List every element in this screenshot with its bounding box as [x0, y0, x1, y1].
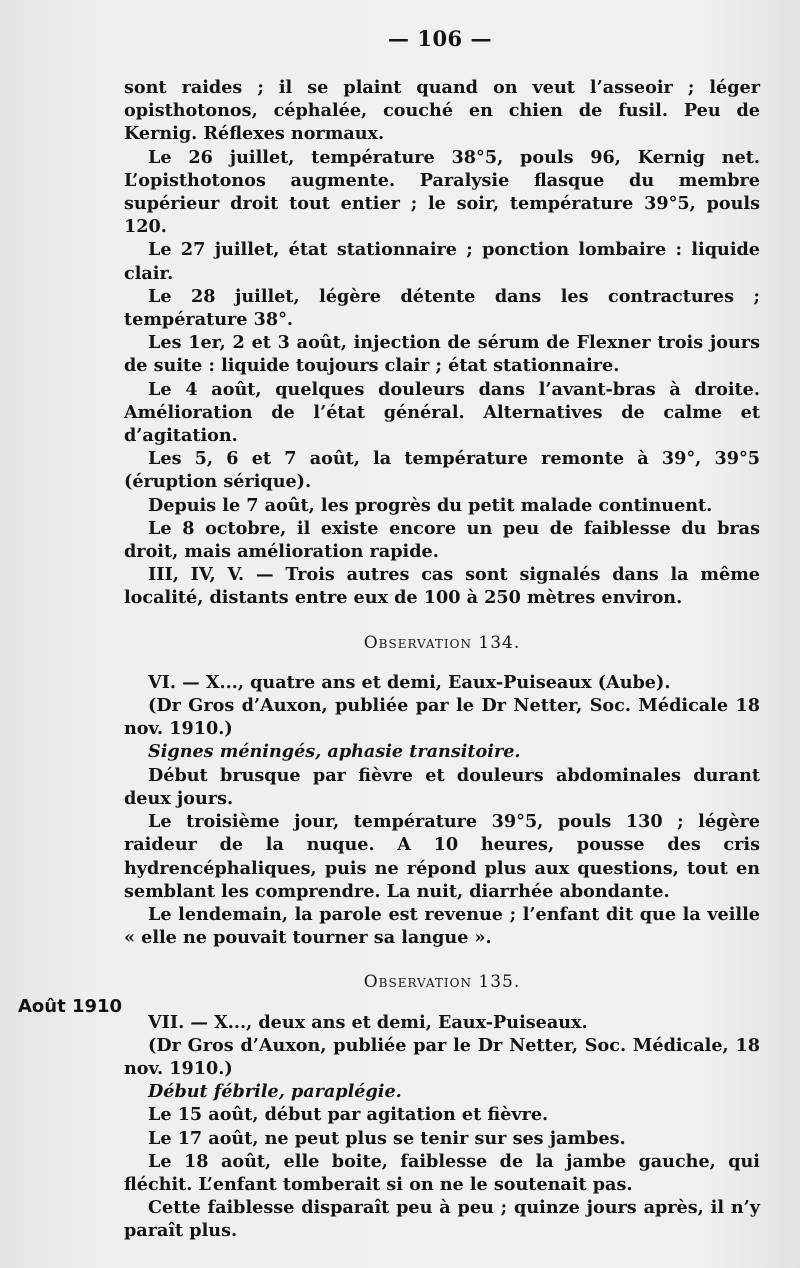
case-line: VI. — X..., quatre ans et demi, Eaux-Puiseaux (Aube). [148, 671, 671, 693]
paragraph: Le 8 octobre, il existe encore un peu de faiblesse du bras droit, mais amélioration rapide. [124, 517, 760, 563]
paragraph: Le 27 juillet, état stationnaire ; ponction lombaire : liquide clair. [124, 239, 760, 284]
case-line: VII. — X..., deux ans et demi, Eaux-Puiseaux. [148, 1011, 588, 1033]
paragraph: Le troisième jour, température 39°5, pouls 130 ; légère raideur de la nuque. A 10 heures, pousse des cris hydrencéphaliques, puis ne répond plus aux questions, tout en semblant les comprendre. La nuit, diarrhée abondante. [124, 811, 760, 902]
paragraph: Le 15 août, début par agitation et fièvre. [148, 1104, 549, 1126]
paragraph: Depuis le 7 août, les progrès du petit malade continuent. [148, 494, 713, 516]
paragraph: Le 18 août, elle boite, faiblesse de la jambe gauche, qui fléchit. L’enfant tomberait si on ne le soutenait pas. [124, 1150, 760, 1195]
margin-date-note: Août 1910 [18, 996, 123, 1017]
paragraph: III, IV, V. — Trois autres cas sont signalés dans la même localité, distants entre eux de 100 à 250 mètres environ. [124, 564, 760, 609]
observation-heading: Observation 135. [363, 972, 521, 993]
paragraph: Le 26 juillet, température 38°5, pouls 96, Kernig net. L’opisthotonos augmente. Paralysie flasque du membre supérieur droit tout entier ; le soir, température 39°5, pouls 120. [124, 146, 760, 238]
paragraph: sont raides ; il se plaint quand on veut l’asseoir ; léger opisthotonos, céphalée, couché en chien de fusil. Peu de Kernig. Réflexes normaux. [124, 77, 760, 145]
paragraph: Les 5, 6 et 7 août, la température remonte à 39°, 39°5 (éruption sérique). [124, 448, 760, 493]
source-citation: (Dr Gros d’Auxon, publiée par le Dr Netter, Soc. Médicale 18 nov. 1910.) [124, 695, 760, 740]
page-number: — 106 — [388, 26, 492, 51]
paragraph: Les 1er, 2 et 3 août, injection de sérum de Flexner trois jours de suite : liquide toujours clair ; état stationnaire. [124, 332, 760, 377]
paragraph: Le 4 août, quelques douleurs dans l’avant-bras à droite. Amélioration de l’état général. Alternatives de calme et d’agitation. [124, 378, 760, 447]
paragraph: Le 28 juillet, légère détente dans les contractures ; température 38°. [124, 285, 760, 331]
paragraph: Le lendemain, la parole est revenue ; l’enfant dit que la veille « elle ne pouvait tourner sa langue ». [124, 903, 760, 949]
body-text [124, 76, 760, 1243]
paragraph: Début brusque par fièvre et douleurs abdominales durant deux jours. [124, 764, 760, 809]
paragraph: Le 17 août, ne peut plus se tenir sur ses jambes. [148, 1127, 626, 1149]
signs-line: Début fébrile, paraplégie. [148, 1081, 402, 1103]
observation-heading: Observation 134. [363, 632, 521, 653]
source-citation: (Dr Gros d’Auxon, publiée par le Dr Netter, Soc. Médicale, 18 nov. 1910.) [124, 1034, 760, 1079]
signs-line: Signes méningés, aphasie transitoire. [148, 741, 521, 763]
paragraph: Cette faiblesse disparaît peu à peu ; quinze jours après, il n’y paraît plus. [124, 1197, 760, 1242]
